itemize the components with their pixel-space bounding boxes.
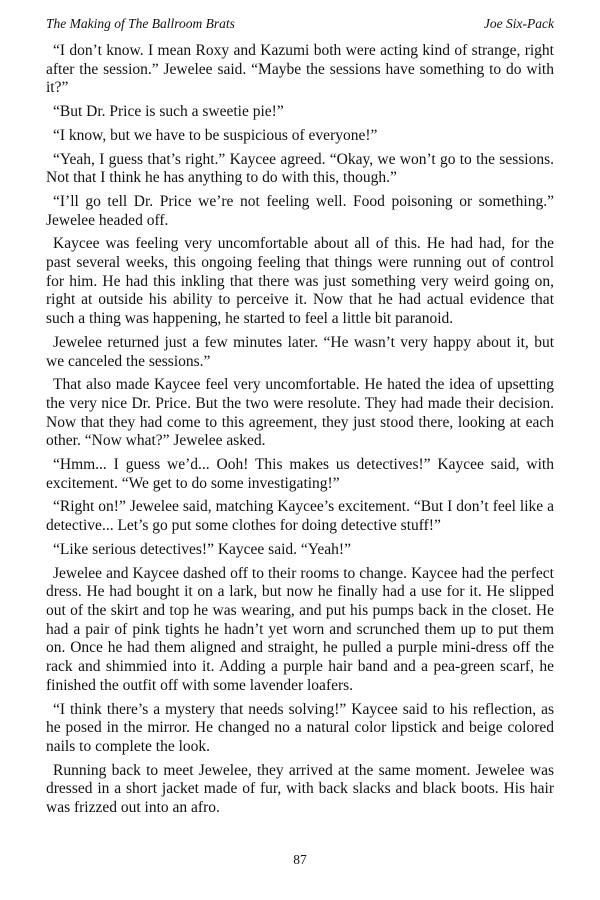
paragraph: “Like serious detectives!” Kaycee said. “Yeah!” (53, 540, 351, 558)
body-text (46, 42, 554, 818)
paragraph: Jewelee and Kaycee dashed off to their rooms to change. Kaycee had the perfect dress. He had bought it on a lark, but now he finally had a use for it. He slipped out of the skirt and top he was wearing, and put his pumps back in the closet. He had a pair of pink tights he hadn’t yet worn and scrunched them up to put them on. Once he had them aligned and straight, he pulled a purple mini-dress off the rack and shimmied into it. Adding a purple hair band and a pea-green scarf, he finished the outfit off with some lavender loafers. (46, 564, 554, 694)
book-title: The Making of The Ballroom Brats (46, 16, 235, 31)
paragraph: “I know, but we have to be suspicious of everyone!” (53, 126, 378, 144)
running-head (46, 16, 554, 32)
author-name: Joe Six-Pack (483, 16, 554, 31)
paragraph: Running back to meet Jewelee, they arrived at the same moment. Jewelee was dressed in a short jacket made of fur, with back slacks and black boots. His hair was frizzed out into an afro. (46, 761, 554, 817)
paragraph: “I’ll go tell Dr. Price we’re not feeling well. Food poisoning or something.” Jewelee headed off. (46, 192, 554, 229)
paragraph: “Yeah, I guess that’s right.” Kaycee agreed. “Okay, we won’t go to the sessions. Not that I think he has anything to do with this, though.” (46, 150, 554, 187)
paragraph: “I think there’s a mystery that needs solving!” Kaycee said to his reflection, as he posed in the mirror. He changed no a natural color lipstick and beige colored nails to complete the look. (46, 700, 554, 755)
paragraph: “Right on!” Jewelee said, matching Kaycee’s excitement. “But I don’t feel like a detective... Let’s go put some clothes for doing detective stuff!” (46, 498, 554, 535)
page-number: 87 (293, 852, 307, 867)
paragraph: “Hmm... I guess we’d... Ooh! This makes us detectives!” Kaycee said, with excitement. “We get to do some investigating!” (46, 456, 554, 492)
paragraph: That also made Kaycee feel very uncomfortable. He hated the idea of upsetting the very nice Dr. Price. But the two were resolute. They had made their decision. Now that they had come to this agreement, they just stood there, looking at each other. “Now what?” Jewelee asked. (46, 376, 554, 450)
paragraph: “But Dr. Price is such a sweetie pie!” (53, 103, 284, 121)
paragraph: Jewelee returned just a few minutes later. “He wasn’t very happy about it, but we canceled the sessions.” (46, 333, 554, 370)
paragraph: “I don’t know. I mean Roxy and Kazumi both were acting kind of strange, right after the session.” Jewelee said. “Maybe the sessions have something to do with it?” (46, 42, 554, 97)
paragraph: Kaycee was feeling very uncomfortable about all of this. He had had, for the past several weeks, this ongoing feeling that things were running out of control for him. He had this inkling that there was just something very weird going on, right at outside his ability to perceive it. Now that he had actual evidence that such a thing was happening, he started to feel a little bit paranoid. (46, 235, 554, 328)
